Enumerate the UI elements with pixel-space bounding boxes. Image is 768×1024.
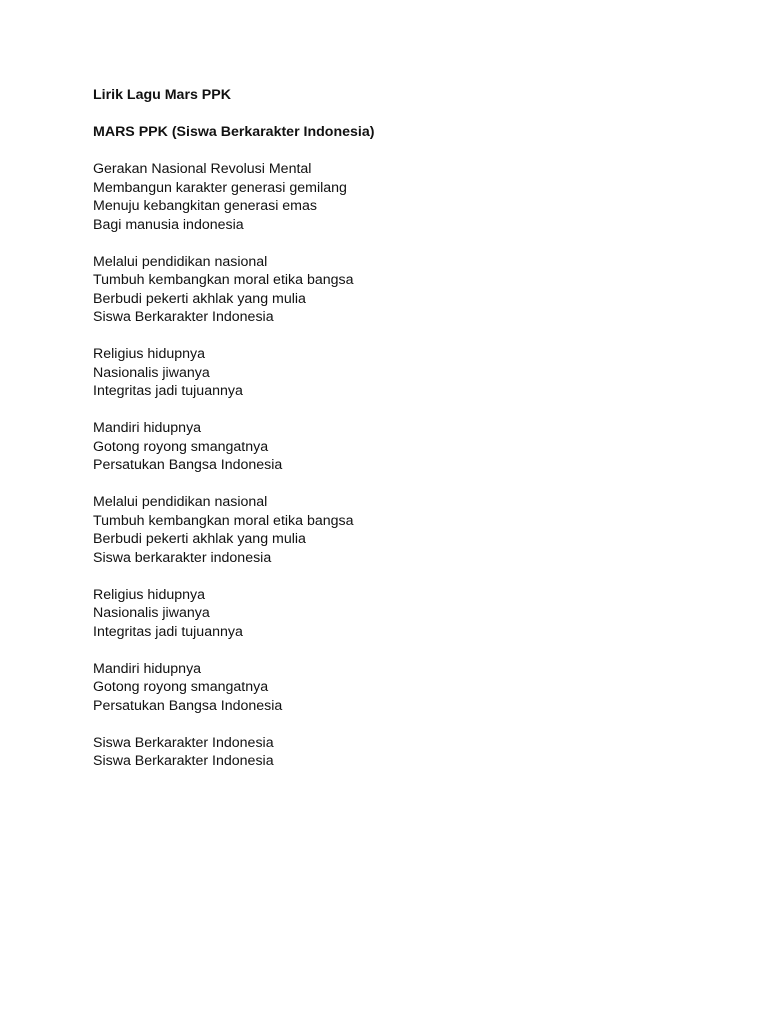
lyric-line: Gerakan Nasional Revolusi Mental (93, 161, 312, 177)
lyric-line: Integritas jadi tujuannya (93, 623, 243, 640)
lyric-line: Menuju kebangkitan generasi emas (93, 198, 317, 214)
lyric-line: Berbudi pekerti akhlak yang mulia (93, 531, 306, 547)
lyric-line: Melalui pendidikan nasional (93, 494, 268, 510)
lyric-line: Nasionalis jiwanya (93, 364, 210, 381)
lyric-line: Siswa Berkarakter Indonesia (93, 734, 274, 751)
stanza (93, 160, 733, 234)
lyric-line: Nasionalis jiwanya (93, 605, 210, 621)
lyric-line: Persatukan Bangsa Indonesia (93, 697, 283, 714)
lyric-line: Mandiri hidupnya (93, 420, 202, 436)
document-content (93, 86, 733, 789)
stanza (93, 660, 733, 716)
song-title: MARS PPK (Siswa Berkarakter Indonesia) (93, 124, 375, 140)
lyric-line: Siswa berkarakter indonesia (93, 549, 272, 566)
lyric-line: Religius hidupnya (93, 346, 205, 362)
lyric-line: Melalui pendidikan nasional (93, 253, 268, 270)
document-title: Lirik Lagu Mars PPK (93, 87, 231, 103)
lyrics-body (93, 160, 733, 771)
lyric-line: Mandiri hidupnya (93, 660, 202, 677)
lyric-line: Siswa Berkarakter Indonesia (93, 753, 274, 769)
stanza (93, 419, 733, 475)
lyric-line: Religius hidupnya (93, 586, 205, 603)
lyric-line: Integritas jadi tujuannya (93, 383, 243, 399)
stanza (93, 493, 733, 567)
lyric-line: Tumbuh kembangkan moral etika bangsa (93, 272, 354, 288)
stanza (93, 586, 733, 642)
lyric-line: Bagi manusia indonesia (93, 216, 244, 233)
lyric-line: Persatukan Bangsa Indonesia (93, 457, 283, 473)
lyric-line: Tumbuh kembangkan moral etika bangsa (93, 512, 354, 529)
stanza (93, 345, 733, 401)
lyric-line: Gotong royong smangatnya (93, 679, 269, 695)
stanza (93, 253, 733, 327)
lyric-line: Berbudi pekerti akhlak yang mulia (93, 290, 306, 307)
stanza (93, 734, 733, 771)
lyric-line: Membangun karakter generasi gemilang (93, 179, 347, 196)
lyric-line: Siswa Berkarakter Indonesia (93, 309, 274, 325)
lyric-line: Gotong royong smangatnya (93, 438, 269, 455)
